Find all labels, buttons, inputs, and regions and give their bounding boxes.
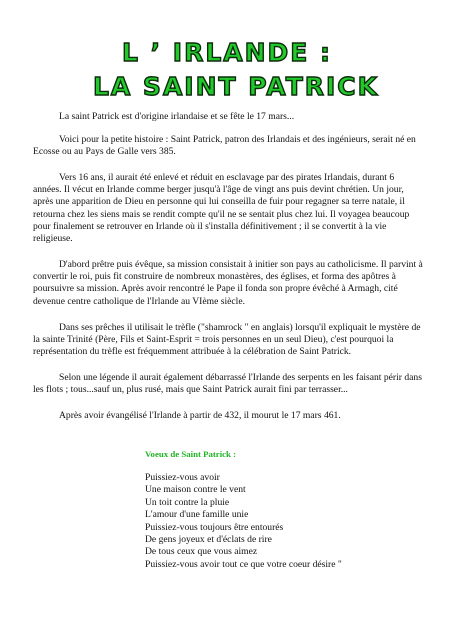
vows-line: Puissiez-vous avoir tout ce que votre coeur désire " [145, 558, 342, 570]
paragraph-legend: Selon une légende il aurait également débarrassé l'Irlande des serpents en les faisant périr dans les flots ; tous...sauf un, plus rusé, mais que Saint Patrick aurait fini par terrasser... [33, 371, 422, 396]
title-line-1: L ’ IRLANDE : [121, 38, 333, 67]
paragraph-shamrock: Dans ses prêches il utilisait le trèfle ("shamrock " en anglais) lorsqu'il expliquait le mystère de la sainte Trinité (Père, Fils et Saint-Esprit = trois personnes en un seul Dieu), c'est pourquoi la représentation du trèfle est fréquemment attribuée à la célébration de Saint Patrick. [33, 321, 421, 357]
vows-section [145, 448, 405, 571]
article-body [33, 111, 423, 436]
paragraph-intro: La saint Patrick est d'origine irlandaise et se fête le 17 mars... [59, 111, 295, 122]
vows-line: L'amour d'une famille unie [145, 509, 249, 521]
vows-line: Un toit contre la pluie [145, 496, 230, 508]
title-line-2: LA SAINT PATRICK [92, 72, 380, 101]
paragraph-mission: D'abord prêtre puis évêque, sa mission consistait à initier son pays au catholicisme. Il parvint à convertir le roi, puis fit construire de nombreux monastères, des églises, et forma des apôtres à poursuivre sa mission. Après avoir rencontré le Pape il fonda son propre évêché à Armagh, cité devenue centre catholique de l'Irlande au VIème siècle. [33, 258, 423, 307]
paragraph-youth: Vers 16 ans, il aurait été enlevé et réduit en esclavage par des pirates Irlandais, durant 6 années. Il vécut en Irlande comme berger jusqu'à l'âge de vingt ans puis devint chrétien. Un jour, après une apparition de Dieu en personne qui lui conseilla de fuir pour regagner sa terre natale, il retourna chez les siens mais se rendit compte qu'il ne se sentait plus chez lui. Il voyagea beaucoup pour finalement se retrouver en Irlande où il s'installa définitivement ; il se convertit à la vie religieuse. [33, 171, 410, 244]
vows-line: Puissiez-vous avoir [145, 472, 220, 483]
vows-title: Voeux de Saint Patrick : [145, 449, 237, 459]
vows-line: De tous ceux que vous aimez [145, 546, 258, 558]
paragraph-history: Voici pour la petite histoire : Saint Patrick, patron des Irlandais et des ingénieurs, serait né en Ecosse ou au Pays de Galle vers 385. [33, 133, 416, 157]
vows-line: De gens joyeux et d'éclats de rire [145, 534, 272, 546]
vows-line: Une maison contre le vent [145, 484, 246, 496]
vows-line: Puissiez-vous toujours être entourés [145, 521, 284, 533]
page-title [0, 36, 452, 104]
paragraph-death: Après avoir évangélisé l'Irlande à partir de 432, il mourut le 17 mars 461. [59, 410, 341, 422]
